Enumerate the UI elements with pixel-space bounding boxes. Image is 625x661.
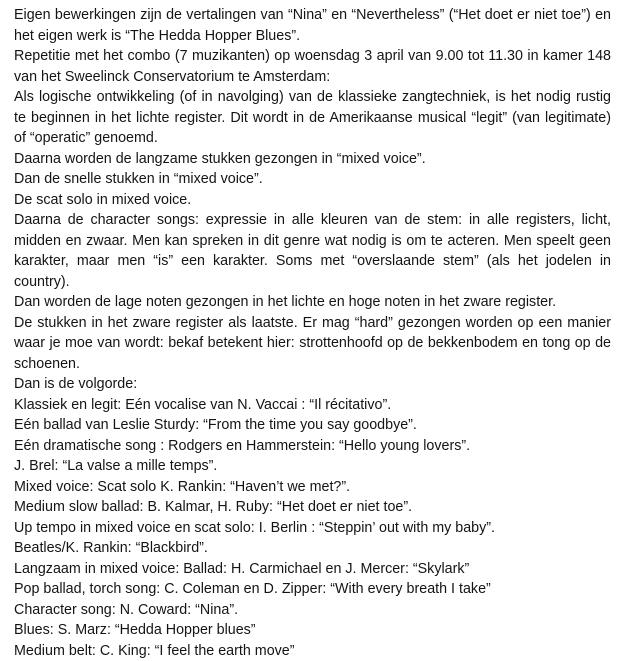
program-item: Medium slow ballad: B. Kalmar, H. Ruby: “Het doet er niet toe”.: [14, 497, 611, 518]
program-item: Beatles/K. Rankin: “Blackbird”.: [14, 538, 611, 559]
heavy-register-paragraph: De stukken in het zware register als laatste. Er mag “hard” gezongen worden op een manier waar je moe van wordt: bekaf betekent hier: strottenhoofd op de bekkenbodem en tong op de schoenen.: [14, 313, 611, 375]
rehearsal-paragraph: Repetitie met het combo (7 muzikanten) op woensdag 3 april van 9.00 tot 11.30 in kamer 148 van het Sweelinck Conservatorium te Amsterdam:: [14, 46, 611, 87]
program-item: Blues: S. Marz: “Hedda Hopper blues”: [14, 620, 611, 641]
scat-solo-line: De scat solo in mixed voice.: [14, 190, 611, 211]
order-heading: Dan is de volgorde:: [14, 374, 611, 395]
document-body: [14, 5, 611, 661]
program-item: J. Brel: “La valse a mille temps”.: [14, 456, 611, 477]
program-item: Eén ballad van Leslie Sturdy: “From the time you say goodbye”.: [14, 415, 611, 436]
program-item: Character song: N. Coward: “Nina”.: [14, 600, 611, 621]
program-item: Eén dramatische song : Rodgers en Hammerstein: “Hello young lovers”.: [14, 436, 611, 457]
fast-pieces-line: Dan de snelle stukken in “mixed voice”.: [14, 169, 611, 190]
slow-pieces-line: Daarna worden de langzame stukken gezongen in “mixed voice”.: [14, 149, 611, 170]
technique-paragraph: Als logische ontwikkeling (of in navolging) van de klassieke zangtechniek, is het nodig rustig te beginnen in het lichte register. Dit wordt in de Amerikaanse musical “legit” (van legitimate) of “operatic” genoemd.: [14, 87, 611, 149]
program-item: Mixed voice: Scat solo K. Rankin: “Haven’t we met?”.: [14, 477, 611, 498]
low-high-notes-line: Dan worden de lage noten gezongen in het lichte en hoge noten in het zware register.: [14, 292, 611, 313]
program-item: Klassiek en legit: Eén vocalise van N. Vaccai : “Il récitativo”.: [14, 395, 611, 416]
program-item: Pop ballad, torch song: C. Coleman en D. Zipper: “With every breath I take”: [14, 579, 611, 600]
program-item: Up tempo in mixed voice en scat solo: I. Berlin : “Steppin’ out with my baby”.: [14, 518, 611, 539]
program-item: Medium belt: C. King: “I feel the earth move”: [14, 641, 611, 661]
intro-paragraph: Eigen bewerkingen zijn de vertalingen van “Nina” en “Nevertheless” (“Het doet er niet toe”) en het eigen werk is “The Hedda Hopper Blues”.: [14, 5, 611, 46]
character-songs-paragraph: Daarna de character songs: expressie in alle kleuren van de stem: in alle registers, licht, midden en zwaar. Men kan spreken in dit genre wat nodig is om te acteren. Men speelt geen karakter, maar men “is” een karakter. Soms met “overslaande stem” (als het jodelen in country).: [14, 210, 611, 292]
program-item: Langzaam in mixed voice: Ballad: H. Carmichael en J. Mercer: “Skylark”: [14, 559, 611, 580]
